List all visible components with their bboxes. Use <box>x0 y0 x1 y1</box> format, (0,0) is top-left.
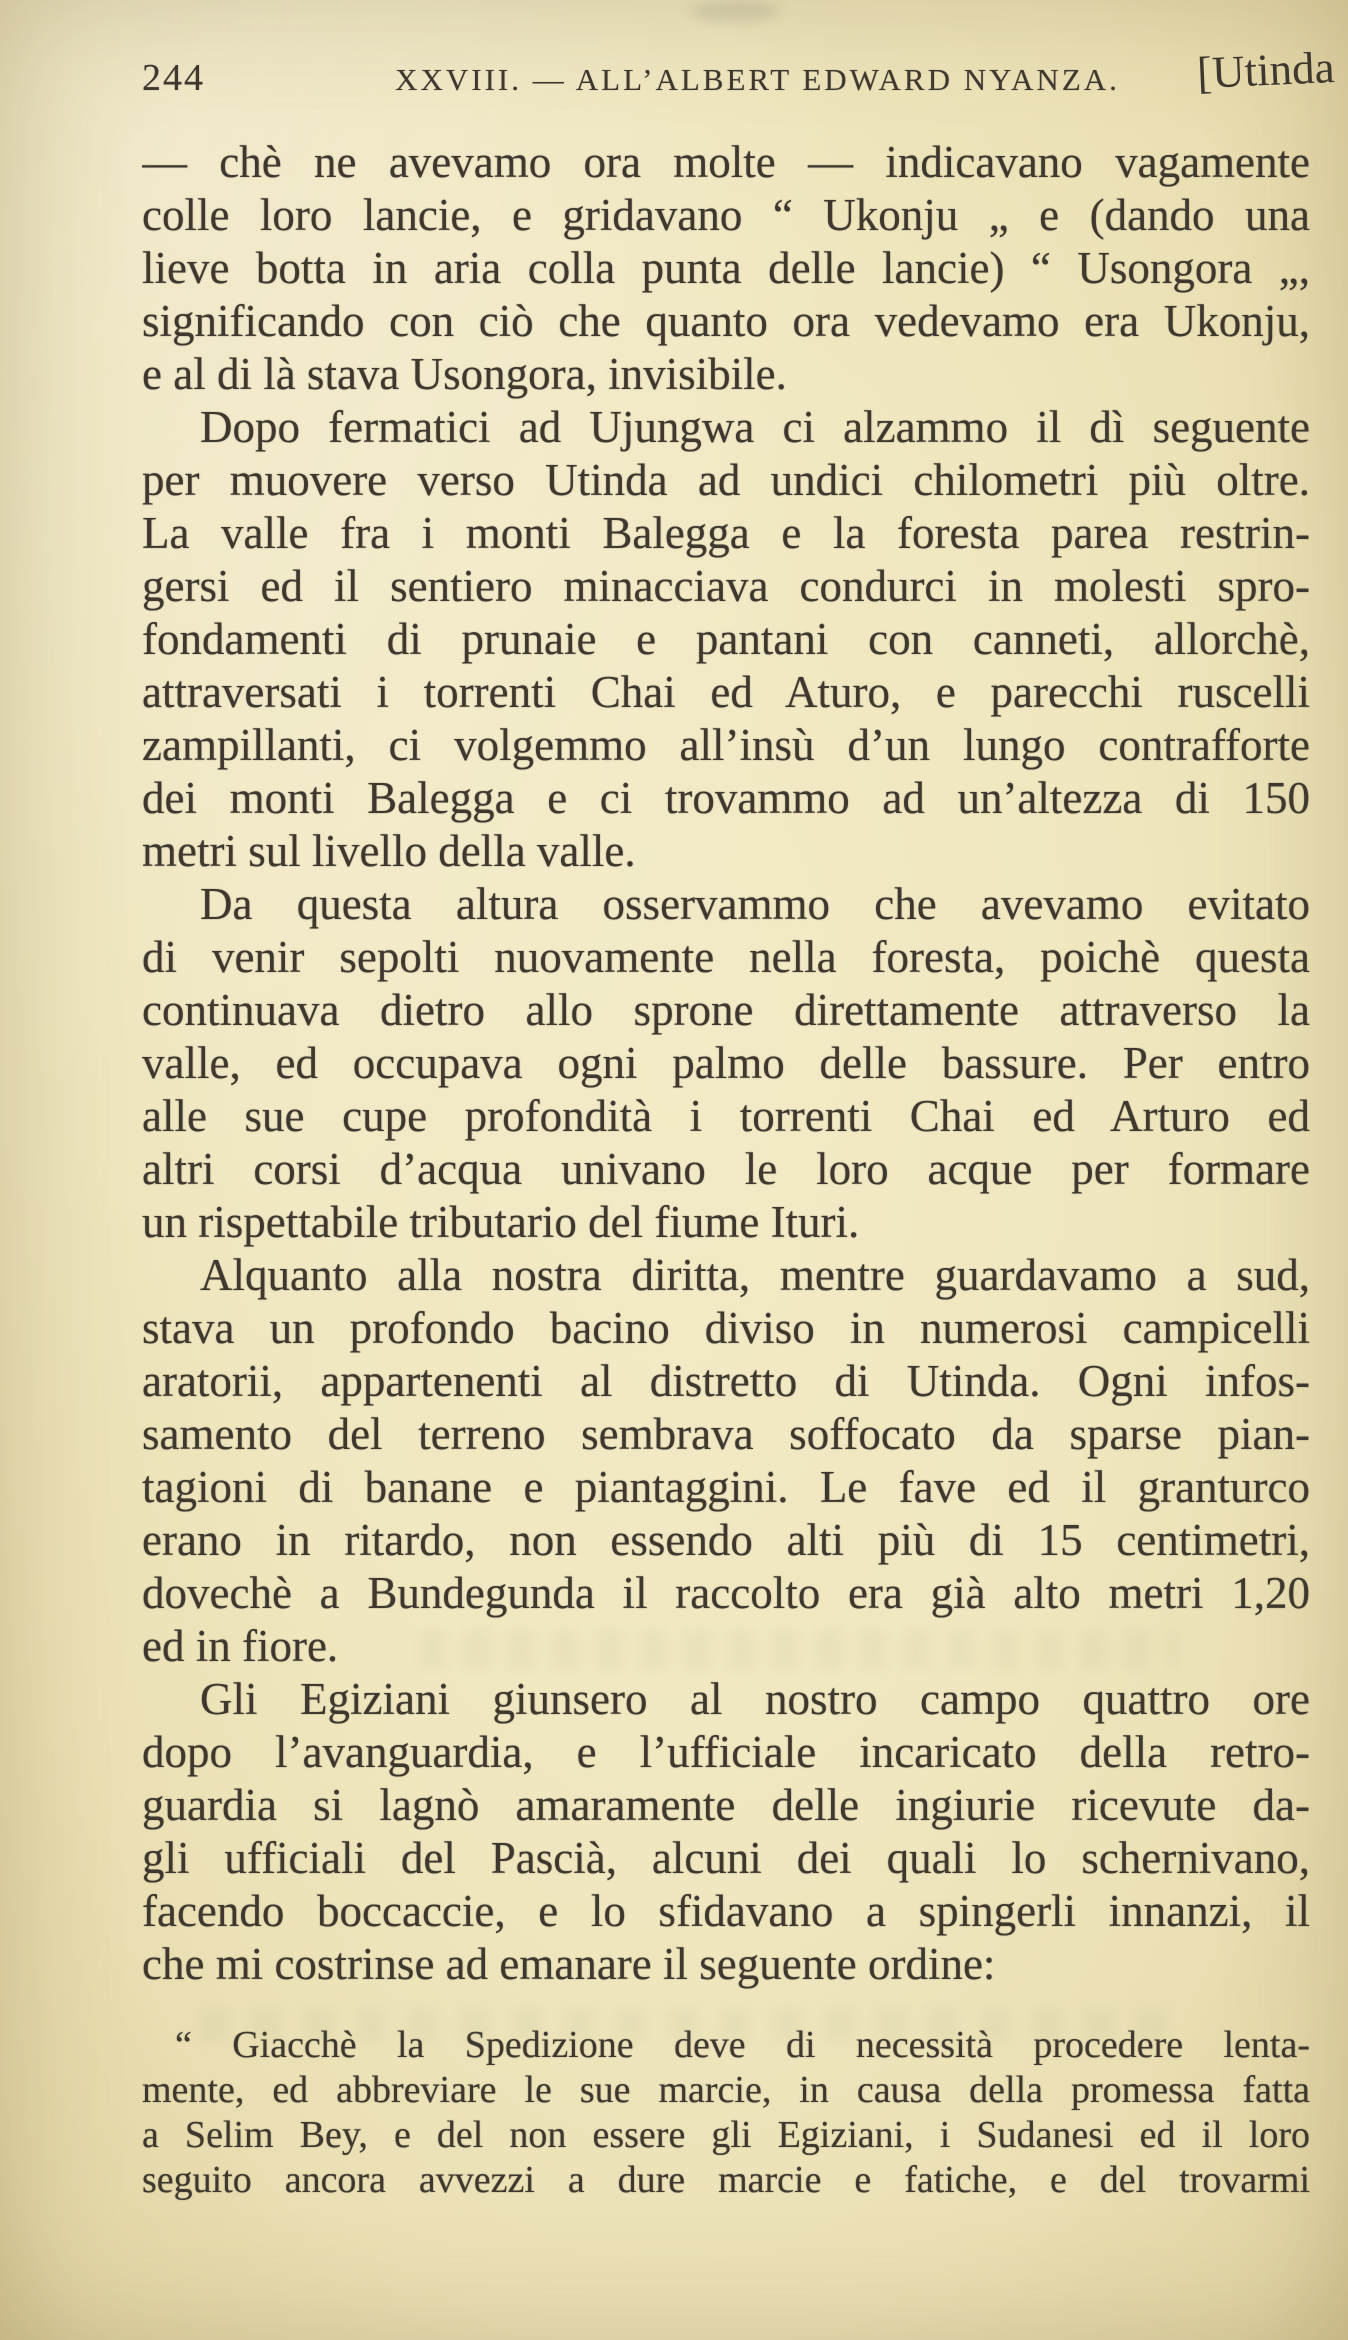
text-line: dovechè a Bundegunda il raccolto era già alto metri 1,20 <box>142 1568 1310 1618</box>
text-line: fondamenti di prunaie e pantani con canneti, allorchè, <box>142 614 1310 664</box>
text-line: significando con ciò che quanto ora vedevamo era Ukonju, <box>142 296 1310 346</box>
text-line: Alquanto alla nostra diritta, mentre guardavamo a sud, <box>200 1250 1310 1300</box>
text-line: valle, ed occupava ogni palmo delle bassure. Per entro <box>142 1038 1310 1088</box>
text-line: Dopo fermatici ad Ujungwa ci alzammo il dì seguente <box>200 402 1310 452</box>
text-line: guardia si lagnò amaramente delle ingiurie ricevute da- <box>142 1780 1310 1830</box>
text-line: attraversati i torrenti Chai ed Aturo, e parecchi ruscelli <box>142 667 1310 717</box>
page-header <box>0 0 1348 100</box>
text-line: tagioni di banane e piantaggini. Le fave ed il granturco <box>142 1462 1310 1512</box>
text-line: che mi costrinse ad emanare il seguente ordine: <box>142 1939 996 1989</box>
text-line: Da questa altura osservammo che avevamo evitato <box>200 879 1310 929</box>
text-line: e al di là stava Usongora, invisibile. <box>142 349 787 399</box>
text-line: seguito ancora avvezzi a dure marcie e fatiche, e del trovarmi <box>142 2159 1310 2201</box>
text-line: “ Giacchè la Spedizione deve di necessità procedere lenta- <box>175 2024 1310 2066</box>
text-line: continuava dietro allo sprone direttamente attraverso la <box>142 985 1310 1035</box>
text-line: alle sue cupe profondità i torrenti Chai ed Arturo ed <box>142 1091 1310 1141</box>
text-line: ed in fiore. <box>142 1621 339 1671</box>
text-line: colle loro lancie, e gridavano “ Ukonju „ e (dando una <box>142 190 1310 240</box>
text-line: zampillanti, ci volgemmo all’insù d’un lungo contrafforte <box>142 720 1310 770</box>
paragraph-4 <box>142 1249 1310 1673</box>
text-body <box>142 136 1310 2203</box>
text-line: mente, ed abbreviare le sue marcie, in causa della promessa fatta <box>142 2069 1310 2111</box>
text-line: per muovere verso Utinda ad undici chilometri più oltre. <box>142 455 1310 505</box>
paragraph-6 <box>142 2023 1310 2203</box>
text-line: un rispettabile tributario del fiume Ituri. <box>142 1197 860 1247</box>
text-line: facendo boccaccie, e lo sfidavano a spingerli innanzi, il <box>142 1886 1310 1936</box>
paragraph-3 <box>142 878 1310 1249</box>
text-line: — chè ne avevamo ora molte — indicavano vagamente <box>142 137 1310 187</box>
paragraph-5 <box>142 1673 1310 1991</box>
running-title: XXVIII. — ALL’ALBERT EDWARD NYANZA. <box>395 62 1120 97</box>
text-line: La valle fra i monti Balegga e la foresta parea restrin- <box>142 508 1310 558</box>
paragraph-2 <box>142 401 1310 878</box>
text-line: lieve botta in aria colla punta delle lancie) “ Usongora „, <box>142 243 1310 293</box>
text-line: metri sul livello della valle. <box>142 826 636 876</box>
text-line: gli ufficiali del Pascià, alcuni dei quali lo schernivano, <box>142 1833 1310 1883</box>
page-number: 244 <box>142 57 205 99</box>
text-line: a Selim Bey, e del non essere gli Egiziani, i Sudanesi ed il loro <box>142 2114 1310 2156</box>
text-line: altri corsi d’acqua univano le loro acque per formare <box>142 1144 1310 1194</box>
paragraph-1 <box>142 136 1310 401</box>
text-line: stava un profondo bacino diviso in numerosi campicelli <box>142 1303 1310 1353</box>
text-line: erano in ritardo, non essendo alti più di 15 centimetri, <box>142 1515 1310 1565</box>
text-line: gersi ed il sentiero minacciava condurci in molesti spro- <box>142 561 1310 611</box>
text-line: di venir sepolti nuovamente nella foresta, poichè questa <box>142 932 1310 982</box>
margin-note: [Utinda <box>1195 42 1336 98</box>
text-line: samento del terreno sembrava soffocato da sparse pian- <box>142 1409 1310 1459</box>
text-line: aratorii, appartenenti al distretto di Utinda. Ogni infos- <box>142 1356 1310 1406</box>
text-line: dei monti Balegga e ci trovammo ad un’altezza di 150 <box>142 773 1310 823</box>
text-line: dopo l’avanguardia, e l’ufficiale incaricato della retro- <box>142 1727 1310 1777</box>
text-line: Gli Egiziani giunsero al nostro campo quattro ore <box>200 1674 1310 1724</box>
